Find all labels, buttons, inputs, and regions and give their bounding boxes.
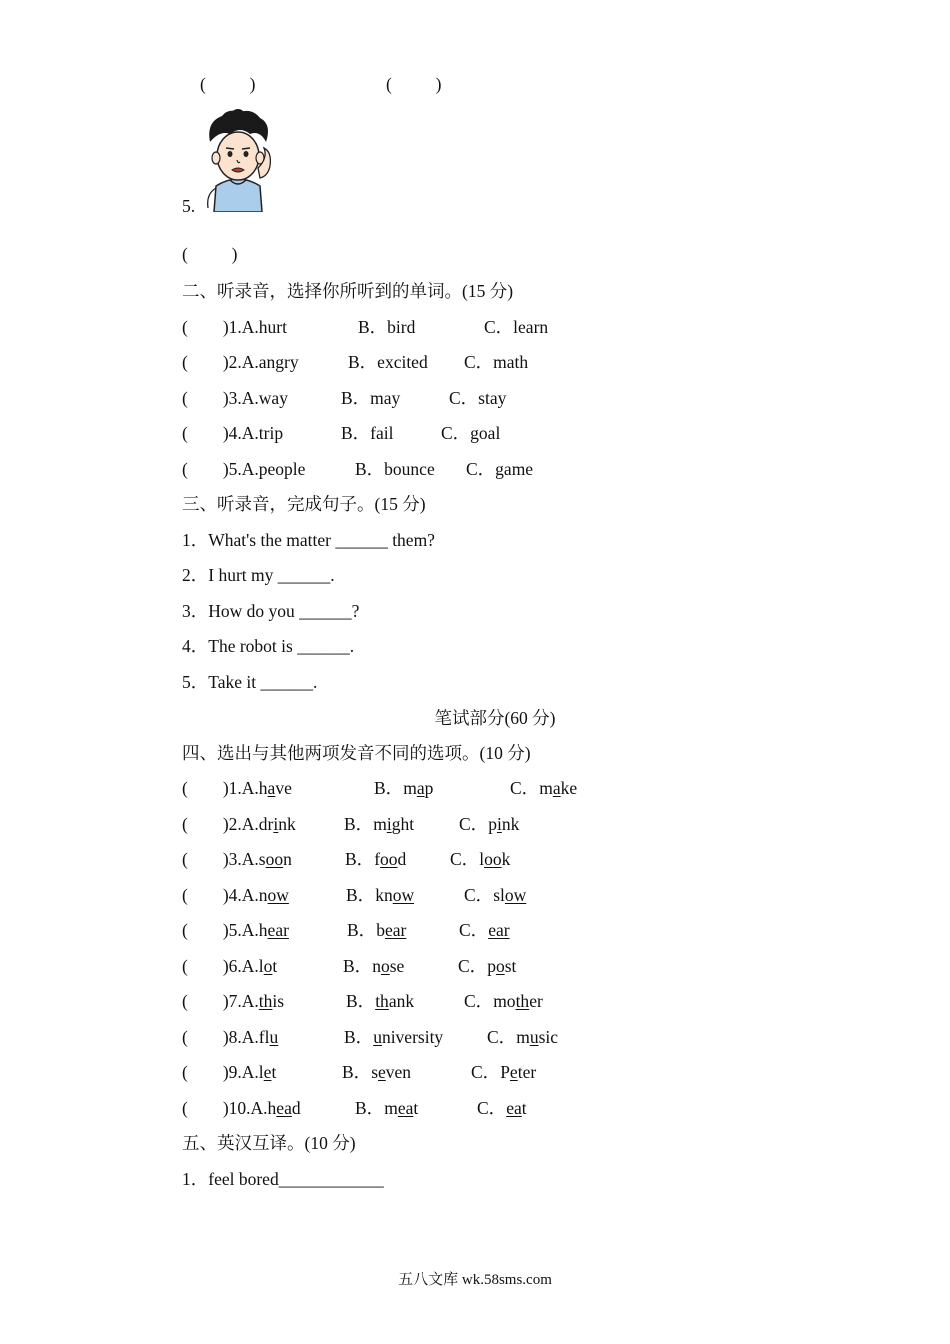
- section-5-title: 五、英汉互译。(10 分): [182, 1133, 356, 1153]
- listening-question-row: [182, 350, 529, 374]
- listening-question-row: [182, 457, 534, 481]
- listening-question-row: [182, 386, 507, 410]
- option-b: B．may: [341, 388, 401, 408]
- phonics-question-row: ( )7.A.this B．thank C．mother: [182, 991, 543, 1011]
- option-b: B．fail: [341, 423, 394, 443]
- phonics-question-row: ( )9.A.let B．seven C．Peter: [182, 1062, 537, 1082]
- question-lead: ( )2.A.angry: [182, 352, 299, 372]
- option-c: C．math: [464, 352, 529, 372]
- listening-question-row: [182, 421, 501, 445]
- phonics-question-row: ( )4.A.now B．know C．slow: [182, 885, 527, 905]
- option-b: B．excited: [348, 352, 428, 372]
- sentence-item: 5．Take it ______.: [182, 672, 318, 692]
- question-lead: ( )4.A.trip: [182, 423, 284, 443]
- option-c: C．learn: [484, 317, 549, 337]
- sentence-item: 2．I hurt my ______.: [182, 565, 335, 585]
- sentence-item: 1．What's the matter ______ them?: [182, 530, 435, 550]
- written-part-heading: 笔试部分(60 分): [434, 708, 556, 728]
- question-lead: ( )5.A.people: [182, 459, 306, 479]
- option-c: C．goal: [441, 423, 501, 443]
- phonics-question-row: ( )3.A.soon B．food C．look: [182, 849, 511, 869]
- page-footer: 五八文库 wk.58sms.com: [398, 1272, 552, 1288]
- phonics-question-row: ( )6.A.lot B．nose C．post: [182, 956, 517, 976]
- listening-question-row: [182, 315, 549, 339]
- phonics-question-row: ( )8.A.flu B．university C．music: [182, 1027, 559, 1047]
- option-b: B．bird: [358, 317, 416, 337]
- section-4-title: 四、选出与其他两项发音不同的选项。(10 分): [182, 743, 531, 763]
- option-c: C．game: [466, 459, 534, 479]
- sentence-item: 4．The robot is ______.: [182, 636, 355, 656]
- boy-holding-cheek-illustration: [198, 108, 278, 212]
- question-number-5: 5.: [182, 196, 196, 216]
- option-b: B．bounce: [355, 459, 435, 479]
- phonics-question-row: ( )2.A.drink B．might C．pink: [182, 814, 520, 834]
- answer-bracket-4b: ( ): [386, 74, 442, 94]
- section-2-title: 二、听录音，选择你所听到的单词。(15 分): [182, 281, 514, 301]
- question-lead: ( )1.A.hurt: [182, 317, 287, 337]
- answer-bracket-5: ( ): [182, 244, 238, 264]
- question-lead: ( )3.A.way: [182, 388, 288, 408]
- phonics-question-row: ( )1.A.have B．map C．make: [182, 778, 578, 798]
- answer-bracket-4: ( ): [200, 74, 256, 94]
- translation-item: 1．feel bored____________: [182, 1169, 384, 1189]
- section-3-title: 三、听录音，完成句子。(15 分): [182, 494, 426, 514]
- sentence-item: 3．How do you ______?: [182, 601, 360, 621]
- phonics-question-row: ( )10.A.head B．meat C．eat: [182, 1098, 527, 1118]
- option-c: C．stay: [449, 388, 507, 408]
- phonics-question-row: ( )5.A.hear B．bear C．ear: [182, 920, 510, 940]
